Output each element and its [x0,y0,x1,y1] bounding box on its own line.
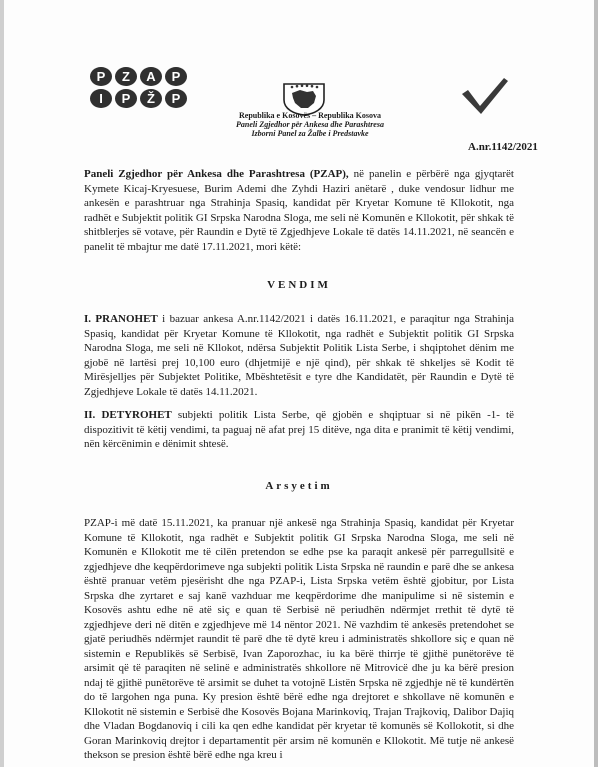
pzap-logo [90,67,192,111]
logo-letter: P [90,67,112,86]
decision-point-2 [84,408,514,452]
reasoning-title: Arsyetim [265,480,333,492]
intro-paragraph [84,167,514,254]
case-reference: A.nr.1142/2021 [468,141,538,153]
point-1-lead: I. PRANOHET [84,313,158,325]
decision-title: VENDIM [267,279,331,291]
point-2-text: subjekti politik Lista Serbe, që gjobën e shqiptuar si në pikën -1- të dispozitivit të këtij vendimi, ta paguaj në afat prej 15 ditëve, nga dita e pranimit të këtij vendimi, nën kërcënimin e dënimit shtesë. [84,409,514,450]
scan-edge-right [594,0,598,767]
scan-edge-left [0,0,4,767]
intro-text: në panelin e përbërë nga gjyqtarët Kymete Kicaj-Kryesuese, Burim Ademi dhe Zyhdi Haziri anëtarë , duke vendosur lidhur me ankesën e parashtruar nga Strahinja Spasiq, kandidat për Kryetar Komune të Kllokotit, nga radhët e Subjektit politik GI Srpska Narodna Sloga, me seli në Komunën e Kllokotit, për shkak të shitblerjes së votave, për Raundin e Dytë të Zgjedhjeve Lokale të datës 14.11.2021, në seancën e panelit të mbajtur me datë 17.11.2021, mori këtë: [84,168,514,253]
intro-lead: Paneli Zgjedhor për Ankesa dhe Parashtresa (PZAP), [84,168,349,180]
logo-letter: Ž [140,89,162,108]
panel-name: Paneli Zgjedhor për Ankesa dhe Parashtresa [236,120,384,129]
republic-name: Republika e Kosovës – Republika Kosova [238,111,382,120]
logo-letter: P [165,89,187,108]
logo-letter: I [90,89,112,108]
institution-header [190,111,430,138]
logo-letter: P [165,67,187,86]
panel-name-serbian: Izborni Panel za Žalbe i Predstavke [251,129,369,138]
reasoning-paragraph: PZAP-i më datë 15.11.2021, ka pranuar një ankesë nga Strahinja Spasiq, kandidat për Kryetar Komune të Kllokotit, nga radhët e Subjektit politik GI Srpska Narodna Sloga, me seli në Komunën e Kllokotit me të cilën pretendon se edhe pse ka paraqit ankesë për parregullsitë e zgjedhjeve dhe keqpërdorimeve nga subjekti politik Lista Srpska në raundin e parë dhe se ankesa është pranuar vetëm pjesërisht dhe nga PZAP-i, Lista Srpska vetëm është gjobitur, por Lista Srpska dhe zyrtaret e saj kanë vazhduar me keqpërdorime dhe manipulime si në sistemin e Kosovës ashtu edhe në atë siç e quan të Serbisë në periudhën ndërmjet rrethit të dytë të zgjedhjeve deri në ditën e zgjedhjeve më 14 nëntor 2021. Në vazhdim të ankesës pretendohet se gjatë periudhës ndërmjet raundit të parë dhe të dytë kreu i administratës shkollore siç e quan në sistemin e Republikës së Serbisë, Ivan Zaporozhac, iu ka bërë thirrje të gjithë punëtorëve të arsimit që të paraqiten në selinë e administratës shkollore në Mitrovicë dhe ju ka bërë presion ndaj të gjithë punëtorëve të arsimit se duhet ta votojnë Listën Srpska në zgjedhje në të kundërtën do të largohen nga puna. Ky presion është bërë edhe nga drejtoret e shkollave në komunën e Kllokotit në sistemin e Serbisë dhe Kosovës Bojana Marinkoviq, Trajan Trajkoviq, Dalibor Dajiq dhe Vladan Bogdanoviq i cili ka qen edhe kandidat për kryetar të komunës së Kollokotit, si dhe Goran Marinkoviq drejtor i departamentit për arsim në komunën e Kllokotit. Më tutje në ankesë thekson se presion është bërë edhe nga kreu i [84,517,514,761]
logo-letter: P [115,89,137,108]
logo-letter: A [140,67,162,86]
point-2-lead: II. DETYROHET [84,409,172,421]
logo-letter: Z [115,67,137,86]
checkmark-icon [458,76,510,116]
decision-point-1 [84,312,514,399]
point-1-text: i bazuar ankesa A.nr.1142/2021 i datës 16.11.2021, e paraqitur nga Strahinja Spasiq, kandidat për Kryetar Komune të Kllokotit, nga radhët e Subjektit politik GI Srpska Narodna Sloga, me seli në Kllokot, ndërsa Subjektit Politik Lista Serbe, i shqiptohet dënim me gjobë në lartësi prej 10,100 euro (dhjetmijë e një qind), për shkak të shkeljes së Kodit të Mirësjelljes për Subjektet Politike, Mbështetësit e tyre dhe Kandidatët, për Raundin e Dytë të Zgjedhjeve Lokale të datës 14.11.2021. [84,313,514,398]
